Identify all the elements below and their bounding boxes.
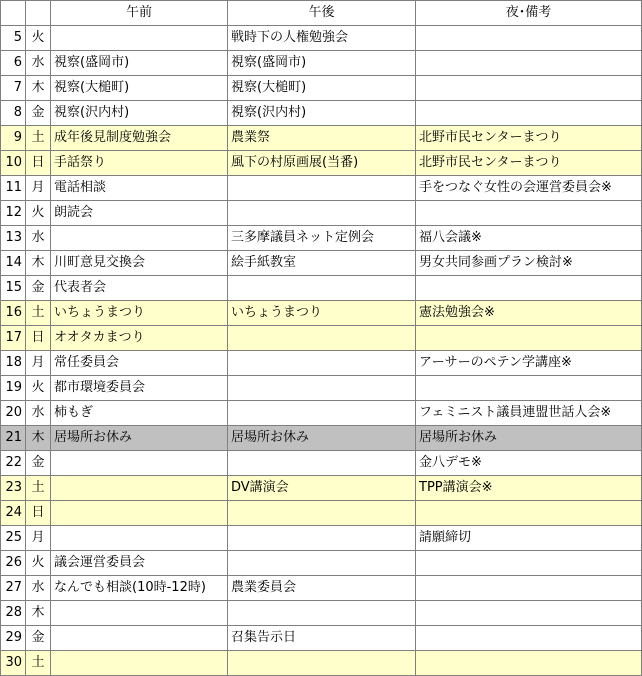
table-row bbox=[1, 576, 642, 601]
day-cell[interactable]: 16 bbox=[1, 301, 26, 326]
afternoon-cell[interactable]: 風下の村原画展(当番) bbox=[228, 151, 416, 176]
morning-cell[interactable]: いちょうまつり bbox=[51, 301, 228, 326]
evening-notes-cell[interactable]: 居場所お休み bbox=[416, 426, 642, 451]
morning-cell[interactable]: 柿もぎ bbox=[51, 401, 228, 426]
evening-notes-cell[interactable] bbox=[416, 101, 642, 126]
afternoon-cell[interactable] bbox=[228, 326, 416, 351]
evening-notes-cell[interactable]: フェミニスト議員連盟世話人会※ bbox=[416, 401, 642, 426]
evening-notes-cell[interactable] bbox=[416, 326, 642, 351]
afternoon-cell[interactable] bbox=[228, 201, 416, 226]
afternoon-cell[interactable]: 農業委員会 bbox=[228, 576, 416, 601]
day-cell[interactable]: 30 bbox=[1, 651, 26, 676]
afternoon-cell[interactable] bbox=[228, 276, 416, 301]
afternoon-cell[interactable]: 戦時下の人権勉強会 bbox=[228, 26, 416, 51]
evening-notes-cell[interactable] bbox=[416, 551, 642, 576]
evening-notes-cell[interactable] bbox=[416, 76, 642, 101]
weekday-cell[interactable]: 金 bbox=[26, 276, 51, 301]
evening-notes-cell[interactable] bbox=[416, 651, 642, 676]
afternoon-cell[interactable] bbox=[228, 551, 416, 576]
weekday-cell[interactable]: 土 bbox=[26, 476, 51, 501]
evening-notes-cell[interactable] bbox=[416, 276, 642, 301]
weekday-cell[interactable]: 日 bbox=[26, 326, 51, 351]
table-row bbox=[1, 301, 642, 326]
afternoon-cell[interactable]: 農業祭 bbox=[228, 126, 416, 151]
weekday-cell[interactable]: 土 bbox=[26, 301, 51, 326]
morning-cell[interactable] bbox=[51, 626, 228, 651]
weekday-cell[interactable]: 木 bbox=[26, 76, 51, 101]
afternoon-cell[interactable]: DV講演会 bbox=[228, 476, 416, 501]
morning-cell[interactable] bbox=[51, 601, 228, 626]
header-morning: 午前 bbox=[51, 1, 228, 26]
morning-cell[interactable]: 都市環境委員会 bbox=[51, 376, 228, 401]
morning-cell[interactable]: 居場所お休み bbox=[51, 426, 228, 451]
day-cell[interactable]: 24 bbox=[1, 501, 26, 526]
afternoon-cell[interactable]: 視察(盛岡市) bbox=[228, 51, 416, 76]
day-cell[interactable]: 12 bbox=[1, 201, 26, 226]
day-cell[interactable]: 21 bbox=[1, 426, 26, 451]
afternoon-cell[interactable]: 絵手紙教室 bbox=[228, 251, 416, 276]
afternoon-cell[interactable] bbox=[228, 376, 416, 401]
day-cell[interactable]: 7 bbox=[1, 76, 26, 101]
morning-cell[interactable]: 視察(沢内村) bbox=[51, 101, 228, 126]
afternoon-cell[interactable]: 召集告示日 bbox=[228, 626, 416, 651]
weekday-cell[interactable]: 水 bbox=[26, 226, 51, 251]
day-cell[interactable]: 22 bbox=[1, 451, 26, 476]
table-row bbox=[1, 451, 642, 476]
schedule-body bbox=[1, 26, 642, 676]
afternoon-cell[interactable]: 視察(大槌町) bbox=[228, 76, 416, 101]
day-cell[interactable]: 6 bbox=[1, 51, 26, 76]
afternoon-cell[interactable]: 三多摩議員ネット定例会 bbox=[228, 226, 416, 251]
header-day bbox=[1, 1, 26, 26]
morning-cell[interactable] bbox=[51, 476, 228, 501]
evening-notes-cell[interactable] bbox=[416, 501, 642, 526]
table-row bbox=[1, 651, 642, 676]
table-row bbox=[1, 551, 642, 576]
header-evening-notes: 夜･備考 bbox=[416, 1, 642, 26]
weekday-cell[interactable]: 月 bbox=[26, 176, 51, 201]
day-cell[interactable]: 23 bbox=[1, 476, 26, 501]
table-row bbox=[1, 151, 642, 176]
evening-notes-cell[interactable] bbox=[416, 26, 642, 51]
day-cell[interactable]: 10 bbox=[1, 151, 26, 176]
evening-notes-cell[interactable]: 請願締切 bbox=[416, 526, 642, 551]
evening-notes-cell[interactable] bbox=[416, 601, 642, 626]
day-cell[interactable]: 26 bbox=[1, 551, 26, 576]
evening-notes-cell[interactable] bbox=[416, 376, 642, 401]
afternoon-cell[interactable] bbox=[228, 601, 416, 626]
morning-cell[interactable]: 視察(盛岡市) bbox=[51, 51, 228, 76]
weekday-cell[interactable]: 火 bbox=[26, 551, 51, 576]
table-row bbox=[1, 501, 642, 526]
day-cell[interactable]: 20 bbox=[1, 401, 26, 426]
afternoon-cell[interactable] bbox=[228, 651, 416, 676]
evening-notes-cell[interactable]: 北野市民センターまつり bbox=[416, 126, 642, 151]
evening-notes-cell[interactable]: 金八デモ※ bbox=[416, 451, 642, 476]
morning-cell[interactable] bbox=[51, 26, 228, 51]
weekday-cell[interactable]: 水 bbox=[26, 401, 51, 426]
day-cell[interactable]: 13 bbox=[1, 226, 26, 251]
day-cell[interactable]: 15 bbox=[1, 276, 26, 301]
evening-notes-cell[interactable]: 憲法勉強会※ bbox=[416, 301, 642, 326]
weekday-cell[interactable]: 日 bbox=[26, 501, 51, 526]
weekday-cell[interactable]: 日 bbox=[26, 151, 51, 176]
weekday-cell[interactable]: 土 bbox=[26, 126, 51, 151]
table-row bbox=[1, 476, 642, 501]
morning-cell[interactable] bbox=[51, 451, 228, 476]
morning-cell[interactable] bbox=[51, 226, 228, 251]
table-row bbox=[1, 376, 642, 401]
table-row bbox=[1, 351, 642, 376]
header-weekday bbox=[26, 1, 51, 26]
weekday-cell[interactable]: 水 bbox=[26, 51, 51, 76]
weekday-cell[interactable]: 火 bbox=[26, 26, 51, 51]
day-cell[interactable]: 18 bbox=[1, 351, 26, 376]
afternoon-cell[interactable] bbox=[228, 451, 416, 476]
day-cell[interactable]: 29 bbox=[1, 626, 26, 651]
morning-cell[interactable]: なんでも相談(10時-12時) bbox=[51, 576, 228, 601]
afternoon-cell[interactable]: 居場所お休み bbox=[228, 426, 416, 451]
morning-cell[interactable] bbox=[51, 526, 228, 551]
morning-cell[interactable]: 川町意見交換会 bbox=[51, 251, 228, 276]
afternoon-cell[interactable] bbox=[228, 401, 416, 426]
evening-notes-cell[interactable] bbox=[416, 51, 642, 76]
weekday-cell[interactable]: 水 bbox=[26, 576, 51, 601]
table-row bbox=[1, 526, 642, 551]
weekday-cell[interactable]: 月 bbox=[26, 351, 51, 376]
afternoon-cell[interactable] bbox=[228, 501, 416, 526]
evening-notes-cell[interactable] bbox=[416, 201, 642, 226]
table-row bbox=[1, 51, 642, 76]
weekday-cell[interactable]: 木 bbox=[26, 601, 51, 626]
evening-notes-cell[interactable]: アーサーのペテン学講座※ bbox=[416, 351, 642, 376]
table-row bbox=[1, 26, 642, 51]
afternoon-cell[interactable] bbox=[228, 176, 416, 201]
day-cell[interactable]: 11 bbox=[1, 176, 26, 201]
weekday-cell[interactable]: 金 bbox=[26, 101, 51, 126]
table-row bbox=[1, 76, 642, 101]
weekday-cell[interactable]: 月 bbox=[26, 526, 51, 551]
morning-cell[interactable] bbox=[51, 501, 228, 526]
morning-cell[interactable]: 代表者会 bbox=[51, 276, 228, 301]
morning-cell[interactable]: 朗読会 bbox=[51, 201, 228, 226]
weekday-cell[interactable]: 火 bbox=[26, 201, 51, 226]
afternoon-cell[interactable]: いちょうまつり bbox=[228, 301, 416, 326]
morning-cell[interactable]: 視察(大槌町) bbox=[51, 76, 228, 101]
weekday-cell[interactable]: 木 bbox=[26, 426, 51, 451]
table-row bbox=[1, 326, 642, 351]
weekday-cell[interactable]: 火 bbox=[26, 376, 51, 401]
table-row bbox=[1, 276, 642, 301]
table-row bbox=[1, 626, 642, 651]
table-row bbox=[1, 251, 642, 276]
afternoon-cell[interactable]: 視察(沢内村) bbox=[228, 101, 416, 126]
day-cell[interactable]: 28 bbox=[1, 601, 26, 626]
table-row bbox=[1, 601, 642, 626]
morning-cell[interactable]: 成年後見制度勉強会 bbox=[51, 126, 228, 151]
evening-notes-cell[interactable]: 福八会議※ bbox=[416, 226, 642, 251]
evening-notes-cell[interactable] bbox=[416, 576, 642, 601]
header-afternoon: 午後 bbox=[228, 1, 416, 26]
weekday-cell[interactable]: 金 bbox=[26, 451, 51, 476]
evening-notes-cell[interactable]: 男女共同参画プラン検討※ bbox=[416, 251, 642, 276]
morning-cell[interactable]: 手話祭り bbox=[51, 151, 228, 176]
morning-cell[interactable]: 電話相談 bbox=[51, 176, 228, 201]
weekday-cell[interactable]: 金 bbox=[26, 626, 51, 651]
day-cell[interactable]: 14 bbox=[1, 251, 26, 276]
day-cell[interactable]: 17 bbox=[1, 326, 26, 351]
morning-cell[interactable]: 常任委員会 bbox=[51, 351, 228, 376]
afternoon-cell[interactable] bbox=[228, 526, 416, 551]
table-row bbox=[1, 426, 642, 451]
table-row bbox=[1, 226, 642, 251]
table-row bbox=[1, 126, 642, 151]
day-cell[interactable]: 9 bbox=[1, 126, 26, 151]
day-cell[interactable]: 8 bbox=[1, 101, 26, 126]
afternoon-cell[interactable] bbox=[228, 351, 416, 376]
header-row bbox=[1, 1, 642, 26]
table-row bbox=[1, 101, 642, 126]
morning-cell[interactable]: 議会運営委員会 bbox=[51, 551, 228, 576]
evening-notes-cell[interactable]: 北野市民センターまつり bbox=[416, 151, 642, 176]
day-cell[interactable]: 5 bbox=[1, 26, 26, 51]
table-row bbox=[1, 176, 642, 201]
weekday-cell[interactable]: 木 bbox=[26, 251, 51, 276]
evening-notes-cell[interactable]: TPP講演会※ bbox=[416, 476, 642, 501]
evening-notes-cell[interactable] bbox=[416, 626, 642, 651]
table-row bbox=[1, 401, 642, 426]
day-cell[interactable]: 19 bbox=[1, 376, 26, 401]
day-cell[interactable]: 25 bbox=[1, 526, 26, 551]
evening-notes-cell[interactable]: 手をつなぐ女性の会運営委員会※ bbox=[416, 176, 642, 201]
table-row bbox=[1, 201, 642, 226]
day-cell[interactable]: 27 bbox=[1, 576, 26, 601]
morning-cell[interactable]: オオタカまつり bbox=[51, 326, 228, 351]
weekday-cell[interactable]: 土 bbox=[26, 651, 51, 676]
morning-cell[interactable] bbox=[51, 651, 228, 676]
